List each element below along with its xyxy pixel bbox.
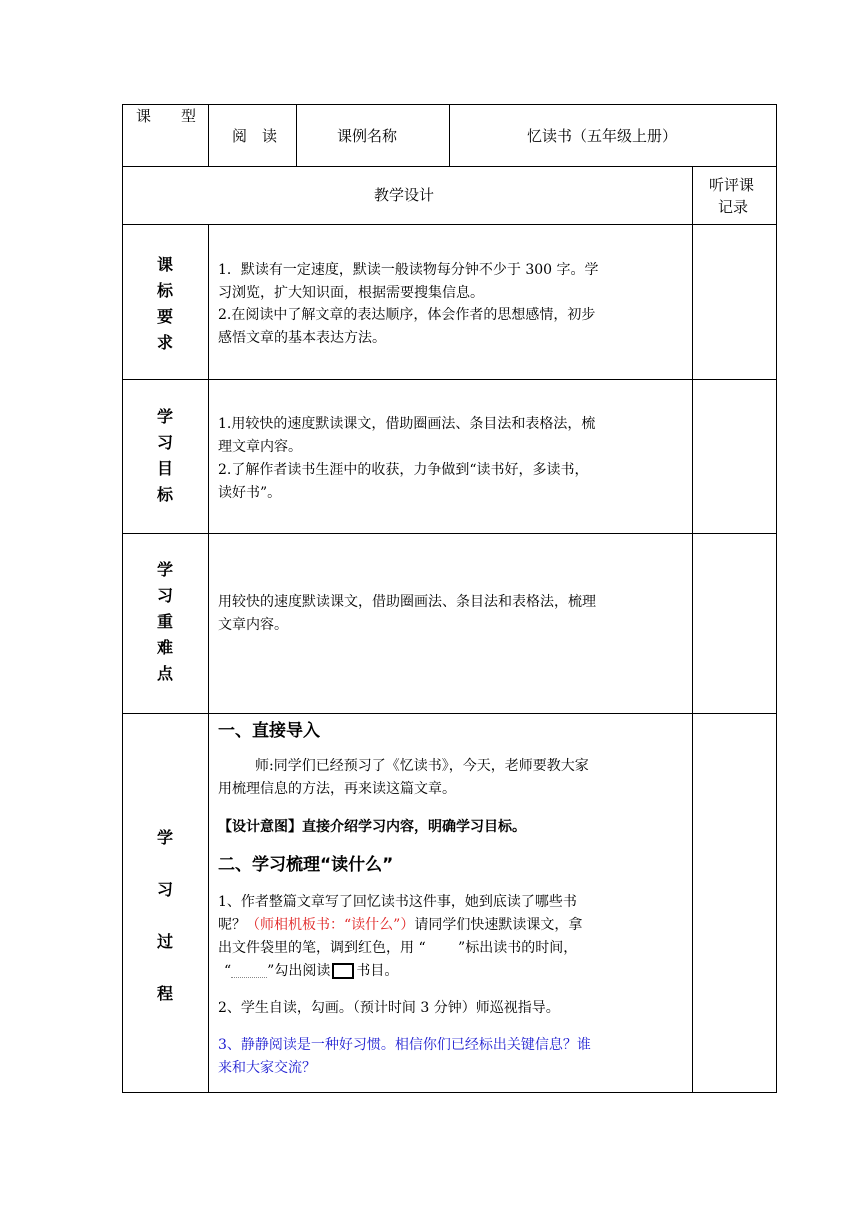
key-point-line: 文章内容。 [218, 617, 288, 633]
lesson-type-value: 阅 读 [232, 127, 278, 145]
table-rule [449, 104, 450, 166]
design-intent: 【设计意图】直接介绍学习内容，明确学习目标。 [218, 819, 526, 835]
question-1-line: 呢？（师相机板书：“读什么”）请同学们快速默读课文，拿 [218, 917, 583, 933]
table-rule [208, 224, 209, 1093]
curriculum-line: 习浏览，扩大知识面，根据需要搜集信息。 [218, 285, 484, 301]
goal-line: 2.了解作者读书生涯中的收获，力争做到“读书好，多读书， [218, 462, 589, 478]
curriculum-line: 1．默读有一定速度，默读一般读物每分钟不少于 300 字。学 [218, 262, 599, 278]
table-rule [692, 166, 693, 1093]
key-point-line: 用较快的速度默读课文，借助圈画法、条目法和表格法，梳理 [218, 594, 596, 610]
lesson-type-label: 课 型 [136, 107, 197, 125]
key-points-label: 学 习 重 难 点 [156, 560, 173, 683]
intro-paragraph-line: 用梳理信息的方法，再来读这篇文章。 [218, 781, 456, 797]
lesson-notes-label-line2: 记录 [718, 198, 749, 216]
learning-goals-label: 学 习 目 标 [156, 407, 173, 504]
question-3-line: 来和大家交流？ [218, 1060, 316, 1076]
table-rule [122, 713, 777, 714]
section-heading-what-to-read: 二、学习梳理“读什么” [218, 855, 394, 875]
curriculum-label: 课 标 要 求 [156, 255, 173, 352]
learning-process-label: 学 习 过 程 [156, 828, 173, 1003]
curriculum-line: 2.在阅读中了解文章的表达顺序，体会作者的思想感情，初步 [218, 307, 596, 323]
table-rule [122, 379, 777, 380]
table-rule [122, 166, 777, 167]
table-border-right [776, 104, 777, 1093]
table-rule [122, 224, 777, 225]
question-1-line: 出文件袋里的笔，调到红色，用 “ ”标出读书的时间， [218, 940, 578, 956]
goal-line: 1.用较快的速度默读课文，借助圈画法、条目法和表格法，梳 [218, 416, 596, 432]
question-1-line: 1、作者整篇文章写了回忆读书这件事，她到底读了哪些书 [218, 894, 577, 910]
box-mark-icon [332, 963, 354, 979]
table-rule [122, 533, 777, 534]
curriculum-line: 感悟文章的基本表达方法。 [218, 330, 386, 346]
section-heading-intro: 一、直接导入 [218, 721, 320, 741]
table-border-bottom [122, 1092, 777, 1093]
lesson-notes-label-line1: 听评课 [709, 176, 755, 194]
board-note: （师相机板书：“读什么”） [246, 917, 415, 933]
question-3-line: 3、静静阅读是一种好习惯。相信你们已经标出关键信息？谁 [218, 1037, 591, 1053]
question-2: 2、学生自读，勾画。（预计时间 3 分钟）师巡视指导。 [218, 1000, 560, 1016]
question-1-line: “ ”勾出阅读 书目。 [224, 963, 399, 979]
lesson-name-label: 课例名称 [337, 127, 398, 145]
dotted-underline-mark [231, 965, 267, 978]
goal-line: 理文章内容。 [218, 439, 302, 455]
table-rule [296, 104, 297, 166]
teaching-design-label: 教学设计 [374, 186, 435, 204]
lesson-name-value: 忆读书（五年级上册） [527, 127, 678, 145]
intro-paragraph-line: 师:同学们已经预习了《忆读书》，今天，老师要教大家 [255, 758, 589, 774]
goal-line: 读好书”。 [218, 485, 282, 501]
table-rule [208, 104, 209, 166]
